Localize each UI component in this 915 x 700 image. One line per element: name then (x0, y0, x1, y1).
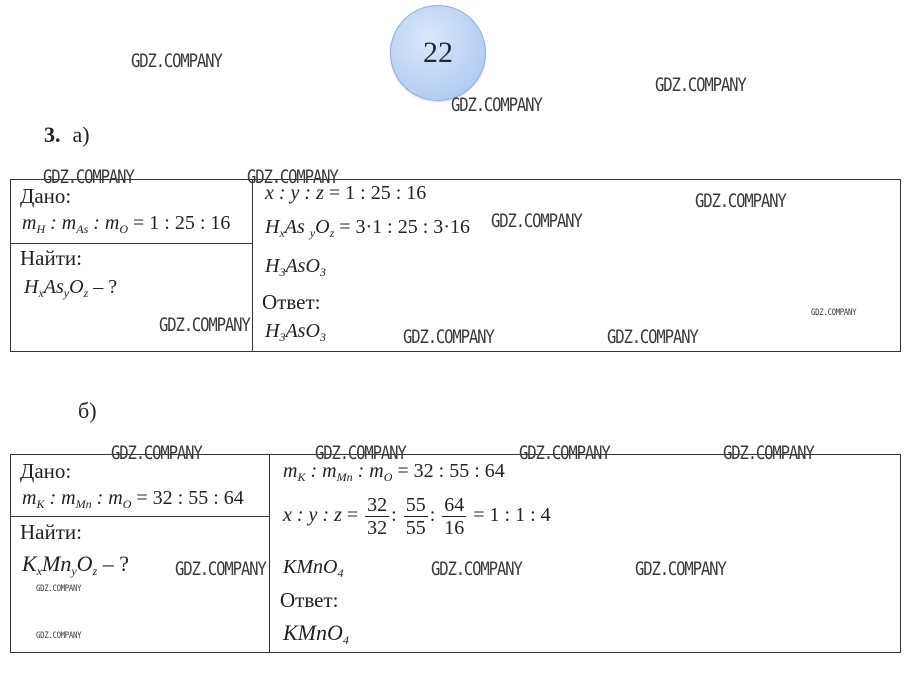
part-a-answer: $H_3AsO_3$ (265, 320, 326, 344)
watermark: GDZ.COMPANY (723, 442, 814, 464)
part-a-given-separator (10, 243, 252, 244)
part-a-given-label: Дано: (20, 184, 72, 208)
watermark: GDZ.COMPANY (175, 558, 266, 580)
part-a-label: а) (72, 122, 90, 147)
part-a-answer-label: Ответ: (262, 290, 321, 314)
part-a-find-label: Найти: (20, 246, 82, 270)
watermark: GDZ.COMPANY (247, 166, 338, 188)
watermark: GDZ.COMPANY (695, 190, 786, 212)
part-b-divider (269, 454, 270, 652)
watermark: GDZ.COMPANY (519, 442, 610, 464)
part-b-step-3: KMnO$_4$ (283, 556, 344, 580)
problem-number-badge (390, 5, 486, 101)
part-a-step-2: $H_xAs$ $_yO_z = 3\cdot 1$ : 25 : 3·16 (265, 216, 470, 240)
part-b-label: б) (78, 398, 97, 423)
watermark: GDZ.COMPANY (315, 442, 406, 464)
watermark: GDZ.COMPANY (43, 166, 134, 188)
part-b-find-label: Найти: (20, 520, 82, 544)
watermark: GDZ.COMPANY (111, 442, 202, 464)
part-a-find-formula: $H_xAs_yO_z$ – ? (24, 276, 118, 300)
part-b-given-formula: $m_K$ : $m_{Mn}$ : $m_O = 32$ : 55 : 64 (22, 487, 244, 511)
part-b-step-2: x : y : z = $\frac{32}{32}$ : $\frac{55}{55}$ : $\frac{64}{16}$ = 1 : 1 : 4 (283, 494, 551, 539)
part-a-step-1: x : y : z = 1 : 25 : 16 (265, 182, 427, 204)
watermark: GDZ.COMPANY (607, 326, 698, 348)
part-b-step-1: $m_K$ : $m_{Mn}$ : $m_O = 32$ : 55 : 64 (283, 460, 505, 484)
watermark: GDZ.COMPANY (635, 558, 726, 580)
watermark: GDZ.COMPANY (811, 308, 857, 318)
part-b-answer-label: Ответ: (280, 588, 339, 612)
watermark: GDZ.COMPANY (491, 210, 582, 232)
part-a-divider (252, 179, 253, 351)
problem-number: 22 (423, 36, 453, 69)
watermark: GDZ.COMPANY (36, 631, 82, 641)
watermark: GDZ.COMPANY (403, 326, 494, 348)
watermark: GDZ.COMPANY (655, 74, 746, 96)
watermark: GDZ.COMPANY (159, 314, 250, 336)
watermark: GDZ.COMPANY (131, 50, 222, 72)
watermark: GDZ.COMPANY (36, 584, 82, 594)
part-a-given-formula: $m_H$ : $m_{As}$ : $m_O = 1$ : 25 : 16 (22, 212, 231, 236)
part-a-step-3: $H_3AsO_3$ (265, 255, 326, 279)
part-b-given-separator (10, 516, 269, 517)
watermark: GDZ.COMPANY (451, 94, 542, 116)
task-heading (44, 122, 90, 148)
part-b-given-label: Дано: (20, 459, 72, 483)
part-b-answer: KMnO$_4$ (283, 620, 349, 647)
part-b-find-formula: $K_xMn_yO_z$ – ? (22, 551, 129, 578)
task-number: 3. (44, 122, 61, 147)
watermark: GDZ.COMPANY (431, 558, 522, 580)
